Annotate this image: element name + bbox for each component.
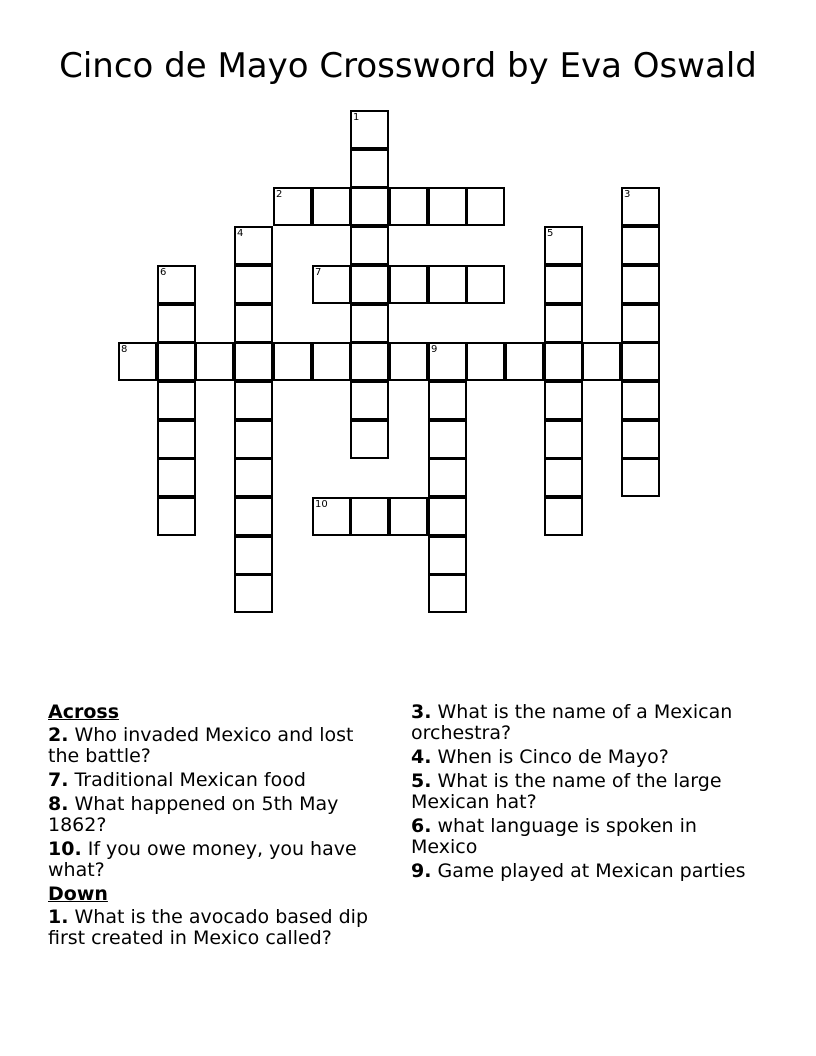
clue-item — [48, 770, 378, 791]
clue-item-number: 5. — [411, 770, 432, 792]
grid-cell[interactable] — [544, 304, 583, 343]
grid-cell[interactable] — [544, 381, 583, 420]
clue-item-text: Game played at Mexican parties — [431, 860, 746, 882]
grid-cell[interactable] — [428, 574, 467, 613]
grid-cell[interactable] — [350, 342, 389, 381]
grid-cell[interactable] — [544, 265, 583, 304]
clue-item-number: 8. — [48, 793, 69, 815]
grid-cell[interactable] — [273, 187, 312, 226]
clue-item — [411, 861, 761, 882]
clue-item — [411, 747, 761, 768]
grid-cell[interactable] — [157, 458, 196, 497]
grid-cell[interactable] — [195, 342, 234, 381]
clue-number: 10 — [315, 499, 328, 510]
clue-item-number: 9. — [411, 860, 432, 882]
clue-item-text: What is the avocado based dip first created in Mexico called? — [48, 906, 369, 949]
clue-item-number: 7. — [48, 769, 69, 791]
grid-cell[interactable] — [350, 381, 389, 420]
clue-item — [48, 907, 378, 949]
grid-cell[interactable] — [312, 497, 351, 536]
clue-item-text: Who invaded Mexico and lost the battle? — [48, 724, 354, 767]
grid-cell[interactable] — [234, 265, 273, 304]
grid-cell[interactable] — [428, 497, 467, 536]
grid-cell[interactable] — [234, 497, 273, 536]
grid-cell[interactable] — [505, 342, 544, 381]
clue-number: 2 — [276, 189, 283, 200]
grid-cell[interactable] — [157, 420, 196, 459]
grid-cell[interactable] — [234, 458, 273, 497]
clue-item — [48, 839, 378, 881]
grid-cell[interactable] — [350, 265, 389, 304]
grid-cell[interactable] — [273, 342, 312, 381]
clue-number: 6 — [160, 267, 167, 278]
grid-cell[interactable] — [582, 342, 621, 381]
clue-item-number: 6. — [411, 815, 432, 837]
clues-left-column — [48, 702, 378, 952]
clues-right-column — [411, 702, 761, 885]
grid-cell[interactable] — [544, 458, 583, 497]
grid-cell[interactable] — [350, 149, 389, 188]
grid-cell[interactable] — [621, 187, 660, 226]
grid-cell[interactable] — [234, 536, 273, 575]
clue-item — [48, 725, 378, 767]
clue-item-text: When is Cinco de Mayo? — [431, 746, 669, 768]
clue-number: 4 — [237, 228, 244, 239]
clue-item — [411, 816, 761, 858]
grid-cell[interactable] — [466, 342, 505, 381]
clue-item-number: 10. — [48, 838, 82, 860]
grid-cell[interactable] — [544, 226, 583, 265]
clue-item-text: What is the name of the large Mexican hat? — [411, 770, 722, 813]
grid-cell[interactable] — [234, 574, 273, 613]
grid-cell[interactable] — [544, 342, 583, 381]
grid-cell[interactable] — [466, 265, 505, 304]
grid-cell[interactable] — [312, 265, 351, 304]
grid-cell[interactable] — [428, 381, 467, 420]
grid-cell[interactable] — [544, 420, 583, 459]
grid-cell[interactable] — [350, 110, 389, 149]
grid-cell[interactable] — [621, 381, 660, 420]
grid-cell[interactable] — [621, 458, 660, 497]
clue-item — [48, 794, 378, 836]
grid-cell[interactable] — [428, 265, 467, 304]
grid-cell[interactable] — [157, 304, 196, 343]
grid-cell[interactable] — [157, 381, 196, 420]
grid-cell[interactable] — [312, 342, 351, 381]
grid-cell[interactable] — [621, 226, 660, 265]
grid-cell[interactable] — [350, 304, 389, 343]
grid-cell[interactable] — [312, 187, 351, 226]
grid-cell[interactable] — [428, 342, 467, 381]
grid-cell[interactable] — [428, 420, 467, 459]
grid-cell[interactable] — [350, 497, 389, 536]
grid-cell[interactable] — [428, 187, 467, 226]
clue-number: 8 — [121, 344, 128, 355]
clue-item-number: 3. — [411, 701, 432, 723]
clue-item — [411, 771, 761, 813]
grid-cell[interactable] — [389, 187, 428, 226]
grid-cell[interactable] — [234, 420, 273, 459]
clue-number: 9 — [431, 344, 438, 355]
clue-heading: Down — [48, 883, 108, 905]
clue-item-text: What is the name of a Mexican orchestra? — [411, 701, 733, 744]
clue-number: 5 — [547, 228, 554, 239]
clue-number: 1 — [353, 112, 360, 123]
grid-cell[interactable] — [466, 187, 505, 226]
grid-cell[interactable] — [389, 342, 428, 381]
grid-cell[interactable] — [157, 497, 196, 536]
grid-cell[interactable] — [350, 226, 389, 265]
grid-cell[interactable] — [234, 226, 273, 265]
grid-cell[interactable] — [389, 497, 428, 536]
grid-cell[interactable] — [234, 304, 273, 343]
grid-cell[interactable] — [350, 420, 389, 459]
clue-item-number: 4. — [411, 746, 432, 768]
clue-item-text: Traditional Mexican food — [68, 769, 306, 791]
grid-cell[interactable] — [389, 265, 428, 304]
page-title: Cinco de Mayo Crossword by Eva Oswald — [59, 46, 757, 86]
grid-cell[interactable] — [428, 536, 467, 575]
grid-cell[interactable] — [621, 342, 660, 381]
clue-number: 7 — [315, 267, 322, 278]
grid-cell[interactable] — [234, 342, 273, 381]
grid-cell[interactable] — [157, 342, 196, 381]
clue-item-number: 1. — [48, 906, 69, 928]
clue-item-text: If you owe money, you have what? — [48, 838, 357, 881]
grid-cell[interactable] — [621, 420, 660, 459]
clue-item-text: what language is spoken in Mexico — [411, 815, 697, 858]
grid-cell[interactable] — [544, 497, 583, 536]
clue-item-text: What happened on 5th May 1862? — [48, 793, 339, 836]
grid-cell[interactable] — [234, 381, 273, 420]
clue-number: 3 — [624, 189, 631, 200]
grid-cell[interactable] — [428, 458, 467, 497]
grid-cell[interactable] — [350, 187, 389, 226]
grid-cell[interactable] — [621, 304, 660, 343]
grid-cell[interactable] — [118, 342, 157, 381]
grid-cell[interactable] — [157, 265, 196, 304]
clue-heading: Across — [48, 701, 120, 723]
grid-cell[interactable] — [621, 265, 660, 304]
clue-item — [411, 702, 761, 744]
clue-item-number: 2. — [48, 724, 69, 746]
